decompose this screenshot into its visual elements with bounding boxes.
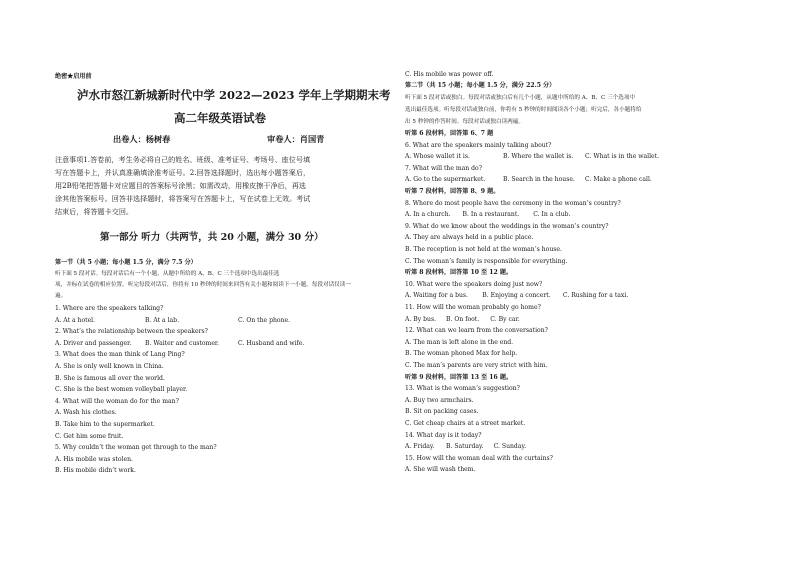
answer-option: C. In a club. bbox=[533, 211, 571, 219]
school-title: 泸水市怒江新城新时代中学 2022—2023 学年上学期期末考 bbox=[77, 88, 391, 102]
material-head: 听第 9 段材料，回答第 13 至 16 题。 bbox=[405, 373, 513, 381]
answer-option: B. She is famous all over the world. bbox=[55, 374, 165, 382]
answer-option: C. On the phone. bbox=[238, 316, 291, 324]
answer-option: C. Rushing for a taxi. bbox=[562, 292, 629, 300]
answer-option: B. Enjoying a concert. bbox=[482, 292, 551, 300]
question-stem: 15. How will the woman deal with the curtains? bbox=[405, 454, 553, 462]
answer-option: A. At a hotel. bbox=[55, 316, 96, 324]
answer-option: C. Sunday. bbox=[493, 443, 527, 451]
answer-option: C. Get him some fruit. bbox=[55, 432, 124, 440]
answer-option: B. His mobile didn’t work. bbox=[55, 467, 136, 475]
answer-option: B. Search in the house. bbox=[503, 176, 575, 184]
section1-intro: 遍。 bbox=[55, 293, 67, 299]
answer-option: A. His mobile was stolen. bbox=[55, 455, 133, 463]
question-stem: 12. What can we learn from the conversation? bbox=[405, 327, 548, 335]
question-stem: 6. What are the speakers mainly talking about? bbox=[405, 141, 552, 149]
question-stem: 14. What day is it today? bbox=[405, 431, 482, 439]
answer-option: B. Take him to the supermarket. bbox=[55, 421, 155, 428]
section2-head: 第二节（共 15 小题；每小题 1.5 分，满分 22.5 分） bbox=[405, 82, 556, 89]
question-stem: 11. How will the woman probably go home? bbox=[405, 304, 541, 311]
answer-option: C. Make a phone call. bbox=[585, 176, 652, 184]
section2-intro: 选出最佳选项。听每段对话或独白前，你将有 5 秒钟的时间阅读各个小题；听完后，各小题将给 bbox=[405, 107, 642, 113]
answer-option: A. Friday. bbox=[405, 443, 435, 451]
answer-option: A. By bus. bbox=[405, 315, 437, 323]
question-stem: 2. What’s the relationship between the speakers? bbox=[55, 328, 208, 336]
material-head: 听第 7 段材料，回答第 8、9 题。 bbox=[405, 188, 500, 195]
section2-intro: 出 5 秒钟的作答时间。每段对话或独白读两遍。 bbox=[405, 119, 524, 125]
carry-option: C. His mobile was power off. bbox=[405, 71, 494, 78]
answer-option: A. Buy two armchairs. bbox=[405, 396, 474, 404]
answer-option: C. The woman’s family is responsible for everything. bbox=[405, 257, 568, 265]
question-stem: 10. What were the speakers doing just now? bbox=[405, 280, 543, 288]
answer-option: A. They are always held in a public place. bbox=[405, 234, 534, 242]
answer-option: A. Waiting for a bus. bbox=[405, 292, 468, 300]
answer-option: A. She is only well known in China. bbox=[55, 363, 164, 370]
instruction-line: 注意事项1.答卷前，考生务必将自己的姓名、班级、准考证号、考场号、座位号填 bbox=[55, 155, 311, 164]
answer-option: C. Get cheap chairs at a street market. bbox=[405, 420, 526, 427]
section1-intro: 项，并标在试卷的相应位置。听完每段对话后，你将有 10 秒钟的时间来回答有关小题和阅读下一小题。每段对话仅读一 bbox=[55, 282, 351, 288]
answer-option: B. Sit on packing cases. bbox=[405, 408, 479, 416]
answer-option: B. On foot. bbox=[446, 315, 480, 323]
reviewer-line: 审卷人：肖国青 bbox=[267, 134, 325, 144]
instruction-line: 写在答题卡上，并认真准确填涂准考证号。2.回答选择题时，选出每小题答案后， bbox=[55, 168, 311, 177]
instruction-line: 涂其他答案标号。回答非选择题时，将答案写在答题卡上，写在试卷上无效。考试 bbox=[55, 194, 311, 203]
answer-option: A. Wash his clothes. bbox=[55, 409, 117, 417]
answer-option: A. Go to the supermarket. bbox=[405, 176, 486, 184]
question-stem: 1. Where are the speakers talking? bbox=[55, 305, 164, 312]
material-head: 听第 8 段材料，回答第 10 至 12 题。 bbox=[405, 269, 513, 277]
answer-option: C. Husband and wife. bbox=[238, 339, 305, 347]
question-stem: 5. Why couldn’t the woman get through to the man? bbox=[55, 444, 217, 452]
instruction-line: 用2B铅笔把答题卡对应题目的答案标号涂黑；如需改动，用橡皮擦干净后，再选 bbox=[55, 181, 306, 190]
question-stem: 9. What do we know about the weddings in the woman’s country? bbox=[405, 222, 609, 230]
question-stem: 8. Where do most people have the ceremony in the woman’s country? bbox=[405, 199, 621, 207]
exam-title: 高二年级英语试卷 bbox=[174, 111, 266, 125]
answer-option: B. Waiter and customer. bbox=[145, 339, 220, 347]
secret-mark: 绝密★启用前 bbox=[55, 73, 92, 80]
answer-option: A. She will wash them. bbox=[405, 466, 476, 474]
answer-option: A. Driver and passenger. bbox=[55, 339, 132, 347]
section2-intro: 听下面 5 段对话或独白。每段对话或独白后有几个小题，从题中所给的 A、B、C 三个选项中 bbox=[405, 95, 636, 101]
answer-option: B. Saturday. bbox=[446, 443, 484, 451]
question-stem: 3. What does the man think of Lang Ping? bbox=[55, 351, 185, 359]
answer-option: C. The man’s parents are very strict with him. bbox=[405, 362, 548, 369]
answer-option: A. Whose wallet it is. bbox=[405, 153, 470, 161]
answer-option: A. The man is left alone in the end. bbox=[405, 338, 514, 346]
question-stem: 13. What is the woman’s suggestion? bbox=[405, 385, 520, 393]
answer-option: B. Where the wallet is. bbox=[503, 153, 574, 161]
answer-option: B. In a restaurant. bbox=[462, 211, 520, 219]
part-one-title: 第一部分 听力（共两节，共 20 小题，满分 30 分） bbox=[100, 232, 324, 243]
answer-option: B. The woman phoned Max for help. bbox=[405, 350, 518, 358]
material-head: 听第 6 段材料，回答第 6、7 题 bbox=[405, 130, 494, 137]
section1-intro: 听下面 5 段对话。每段对话后有一个小题，从题中所给的 A、B、C 三个选项中选出最佳选 bbox=[55, 271, 280, 277]
question-stem: 7. What will the man do? bbox=[405, 164, 482, 172]
answer-option: B. At a lab. bbox=[145, 316, 180, 324]
author-line: 出卷人：杨树春 bbox=[113, 134, 171, 144]
answer-option: C. She is the best women volleyball player. bbox=[55, 386, 188, 394]
question-stem: 4. What will the woman do for the man? bbox=[55, 397, 179, 405]
instruction-line: 结束后，将答题卡交回。 bbox=[55, 207, 134, 216]
answer-option: C. What is in the wallet. bbox=[585, 153, 660, 161]
answer-option: A. In a church. bbox=[405, 211, 451, 219]
answer-option: C. By car. bbox=[490, 315, 520, 323]
section1-head: 第一节（共 5 小题；每小题 1.5 分，满分 7.5 分） bbox=[55, 259, 197, 266]
answer-option: B. The reception is not held at the woman’s house. bbox=[405, 246, 562, 253]
